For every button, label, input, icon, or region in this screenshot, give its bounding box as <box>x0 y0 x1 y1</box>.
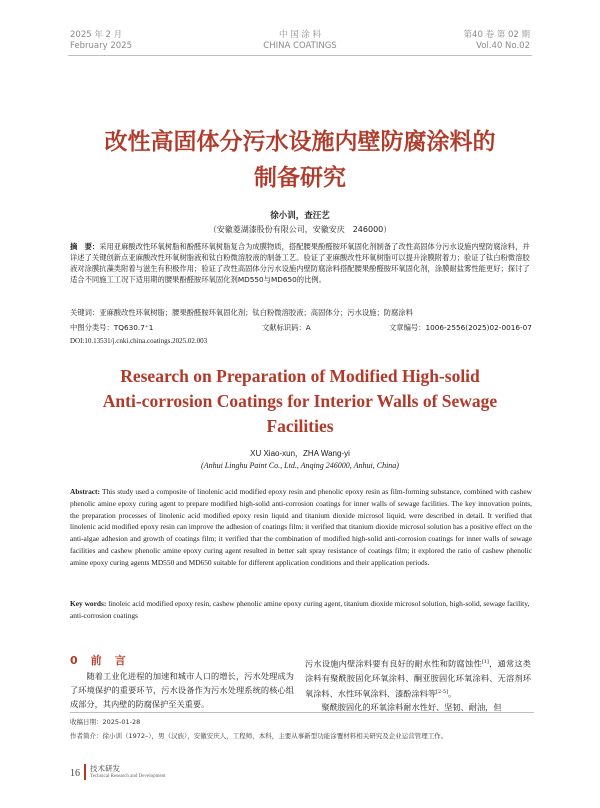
volume-issue-en: Vol.40 No.02 <box>476 41 530 51</box>
intro-right-paragraph-1: 污水设施内壁涂料要有良好的耐水性和防腐蚀性[1]，通常这类涂料有聚酰胺固化环氧涂料、酮亚胺固化环氧涂料、无溶剂环氧涂料、水性环氧涂料、漆酚涂料等[2-5]。 <box>305 658 531 699</box>
doi: DOI:10.13531/j.cnki.china.coatings.2025.02.003 <box>70 337 208 345</box>
abstract-cn <box>70 241 534 285</box>
volume-issue-cn: 第40 卷 第 02 期 <box>463 30 530 40</box>
intro-left-column: 随着工业化进程的加速和城市人口的增长，污水处理成为了环境保护的重要环节，污水设备作为污水处理系统的核心组成部分，其内壁的防腐保护至关重要。 <box>70 671 294 709</box>
paper-title-cn-line2: 制备研究 <box>254 165 346 191</box>
intro-right-column <box>305 655 531 714</box>
received-date: 收稿日期：2025-01-28 <box>70 718 141 726</box>
keywords-en <box>70 598 532 622</box>
paper-title-en-line3: Facilities <box>266 416 334 436</box>
abstract-en-label: Abstract: <box>70 487 100 496</box>
citation-2-5[interactable]: [2-5] <box>436 688 448 695</box>
clc-number: 中图分类号：TQ630.7⁺1 <box>70 323 154 332</box>
citation-1[interactable]: [1] <box>481 659 489 665</box>
paper-title-cn <box>0 124 600 196</box>
header-divider <box>68 55 532 56</box>
paper-title-en-line2: Anti-corrosion Coatings for Interior Walls of Sewage <box>102 391 498 411</box>
paper-title-en <box>0 364 600 439</box>
affiliation-en: (Anhui Linghu Paint Co., Ltd., Anqing 246000, Anhui, China) <box>201 461 399 470</box>
document-code: 文献标识码：A <box>262 323 311 332</box>
authors-cn: 徐小训，查汪艺 <box>270 211 330 221</box>
footnote-divider <box>70 712 534 713</box>
footer-section-en: Technical Research and Development <box>90 774 166 779</box>
paper-title-en-line1: Research on Preparation of Modified High-solid <box>120 366 480 386</box>
keywords-en-text: linoleic acid modified epoxy resin, cashew phenolic amine epoxy curing agent, titanium dioxide microsol solution, high-solid, sewage facility, anti-corrosion coatings <box>70 599 530 620</box>
abstract-cn-text: 采用亚麻酸改性环氧树脂和酚醛环氧树脂复合为成膜物质，搭配腰果酚醛胺环氧固化剂制备了改性高固体分污水设施内壁防腐涂料，并详述了关键创新点亚麻酸改性环氧树脂液和钛白粉微溶胶液的制备工艺。验证了亚麻酸改性环氧树脂可以提升涂膜附着力；验证了钛白粉微溶胶液对涂膜抗藻类附着与滋生有积极作用；验证了改性高固体分污水设施内壁防腐涂料搭配腰果酚醛胺环氧固化剂，涂膜耐盐雾性能更好；探讨了适合不同施工工况下适用期的腰果酚醛胺环氧固化剂MD550与MD650的比例。 <box>70 242 530 284</box>
abstract-en <box>70 486 532 569</box>
footer-section-cn: 技术研发 <box>90 764 120 773</box>
article-number: 文章编号：1006-2556(2025)02-0016-07 <box>389 323 532 332</box>
keywords-cn-text: 亚麻酸改性环氧树脂；腰果酚醛胺环氧固化剂；钛白粉微溶胶液；高固体分；污水设施；防腐涂料 <box>99 308 413 317</box>
journal-name-cn: 中 国 涂 料 <box>278 30 322 40</box>
journal-name-en: CHINA COATINGS <box>263 41 337 51</box>
intro-right-paragraph-2: 聚酰胺固化的环氧涂料耐水性好、坚韧、耐油，但 <box>321 702 502 713</box>
keywords-cn-label: 关键词： <box>70 308 100 317</box>
page-number: 16 <box>70 768 80 779</box>
footer-section-label <box>84 764 166 780</box>
section-heading-introduction: 0 前 言 <box>70 654 127 667</box>
keywords-cn <box>70 307 534 318</box>
header-date-en: February 2025 <box>70 41 132 51</box>
paper-title-cn-line1: 改性高固体分污水设施内壁防腐涂料的 <box>104 129 496 155</box>
author-bio: 作者简介：徐小训（1972–），男（汉族），安徽安庆人，工程师，本科，主要从事新型功能涂覆材料相关研究及企业运营管理工作。 <box>70 732 448 740</box>
abstract-cn-label: 摘 要： <box>70 242 100 251</box>
abstract-en-text: This study used a composite of linolenic acid modified epoxy resin and phenolic epoxy resin as film-forming substance, combined with cashew phenolic amine epoxy curing agent to prepare modified high-solid anti-corrosion coatings for inner walls of sewage facilities. The key innovation points, the preparation processes of linolenic acid modified epoxy resin liquid and titanium dioxide microsol liquid, were described in detail. It verified that linolenic acid modified epoxy resin can improve the adhesion of coatings film; it verified that titanium dioxide microsol solution has a positive effect on the anti-algae adhesion and growth of coatings film; it verified that the combination of modified high-solid anti-corrosion coatings for inner walls of sewage facilities and cashew phenolic amine epoxy curing agent resulted in better salt spray resistance of coatings film; it explored the ratio of cashew phenolic amine epoxy curing agents MD550 and MD650 suitable for different application conditions and their application periods. <box>70 487 532 567</box>
header-date-cn: 2025 年 2 月 <box>70 30 123 40</box>
affiliation-cn: （安徽菱湖漆股份有限公司，安徽安庆 246000） <box>208 225 392 234</box>
authors-en: XU Xiao-xun，ZHA Wang-yi <box>250 449 350 458</box>
running-header-right <box>464 30 530 52</box>
keywords-en-label: Key words: <box>70 599 107 608</box>
